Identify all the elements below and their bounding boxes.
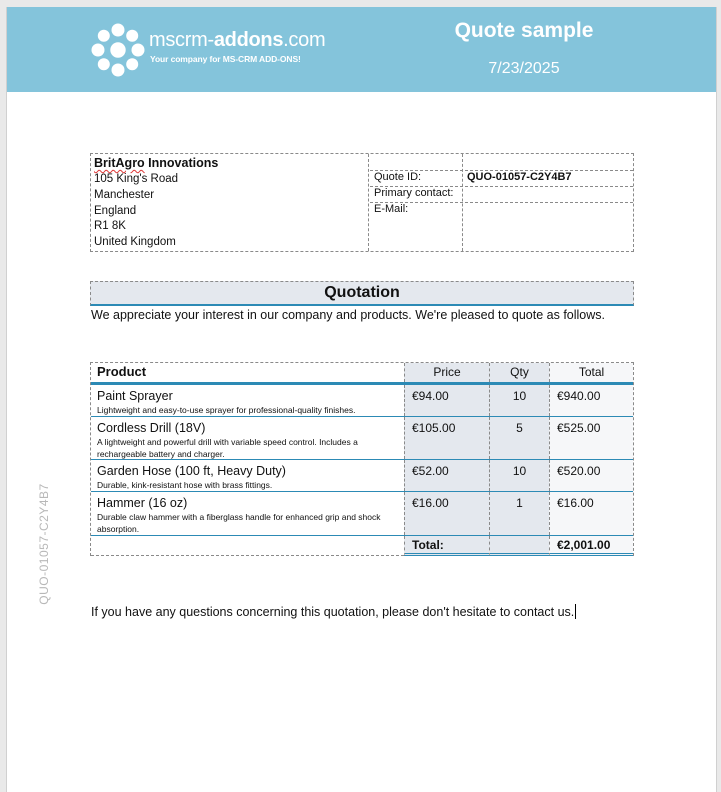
address-line: 105 King's Road <box>94 173 179 185</box>
product-description: Lightweight and easy-to-use sprayer for professional-quality finishes. <box>97 405 356 415</box>
quotation-heading: Quotation <box>90 281 634 306</box>
customer-info-box <box>90 153 634 252</box>
logo-icon <box>91 23 145 77</box>
logo-tagline: Your company for MS-CRM ADD-ONS! <box>150 54 301 64</box>
product-qty: 10 <box>489 460 549 491</box>
primary-contact-label: Primary contact: <box>374 187 454 199</box>
product-name: Paint Sprayer <box>97 389 173 403</box>
company-logo <box>91 21 351 79</box>
table-row <box>91 492 633 536</box>
col-header-qty: Qty <box>489 363 549 382</box>
product-qty: 10 <box>489 385 549 416</box>
logo-brand-text: mscrm-addons.com <box>149 29 326 51</box>
col-header-product: Product <box>97 364 147 379</box>
total-value: €2,001.00 <box>549 536 633 556</box>
product-total: €525.00 <box>549 417 633 459</box>
address-line: England <box>94 204 137 217</box>
document-page <box>6 7 717 792</box>
product-total: €520.00 <box>549 460 633 491</box>
product-name: Cordless Drill (18V) <box>97 421 206 435</box>
product-description: Durable claw hammer with a fiberglass handle for enhanced grip and shock absorption. <box>97 512 381 534</box>
table-row <box>91 460 633 492</box>
total-label: Total: <box>404 536 489 556</box>
col-header-price: Price <box>404 363 489 382</box>
product-total: €16.00 <box>549 492 633 535</box>
product-name: Garden Hose (100 ft, Heavy Duty) <box>97 464 286 478</box>
product-description: A lightweight and powerful drill with variable speed control. Includes a rechargeable battery and charger. <box>97 437 358 459</box>
address-line: Manchester <box>94 188 155 201</box>
email-label: E-Mail: <box>374 203 409 215</box>
side-quote-id: QUO-01057-C2Y4B7 <box>37 483 51 605</box>
address-line: United Kingdom <box>94 236 176 249</box>
quote-id-label: Quote ID: <box>374 171 422 183</box>
col-header-total: Total <box>549 363 633 382</box>
table-total-row <box>91 536 633 556</box>
product-price: €16.00 <box>404 492 489 535</box>
product-price: €94.00 <box>404 385 489 416</box>
product-qty: 5 <box>489 417 549 459</box>
product-qty: 1 <box>489 492 549 535</box>
product-price: €52.00 <box>404 460 489 491</box>
quote-id-value: QUO-01057-C2Y4B7 <box>467 171 572 183</box>
address-line: R1 8K <box>94 220 126 233</box>
product-price: €105.00 <box>404 417 489 459</box>
document-header <box>7 7 716 92</box>
closing-text: If you have any questions concerning this quotation, please don't hesitate to contact us. <box>91 605 575 619</box>
product-description: Durable, kink-resistant hose with brass fittings. <box>97 480 273 490</box>
table-row <box>91 385 633 417</box>
text-cursor <box>575 604 576 619</box>
customer-company-name: BritAgro Innovations <box>94 156 219 170</box>
table-row <box>91 417 633 460</box>
closing-text-wrapper[interactable] <box>91 604 576 619</box>
product-total: €940.00 <box>549 385 633 416</box>
customer-address <box>91 154 369 251</box>
table-header-row <box>91 363 633 385</box>
quote-info-grid <box>370 154 633 251</box>
quotation-intro: We appreciate your interest in our company and products. We're pleased to quote as follows. <box>91 308 606 322</box>
product-name: Hammer (16 oz) <box>97 496 188 510</box>
items-table <box>90 362 634 556</box>
document-date: 7/23/2025 <box>488 60 560 77</box>
company-name-part-1: BritAgro <box>94 156 145 170</box>
document-title: Quote sample <box>454 19 594 42</box>
